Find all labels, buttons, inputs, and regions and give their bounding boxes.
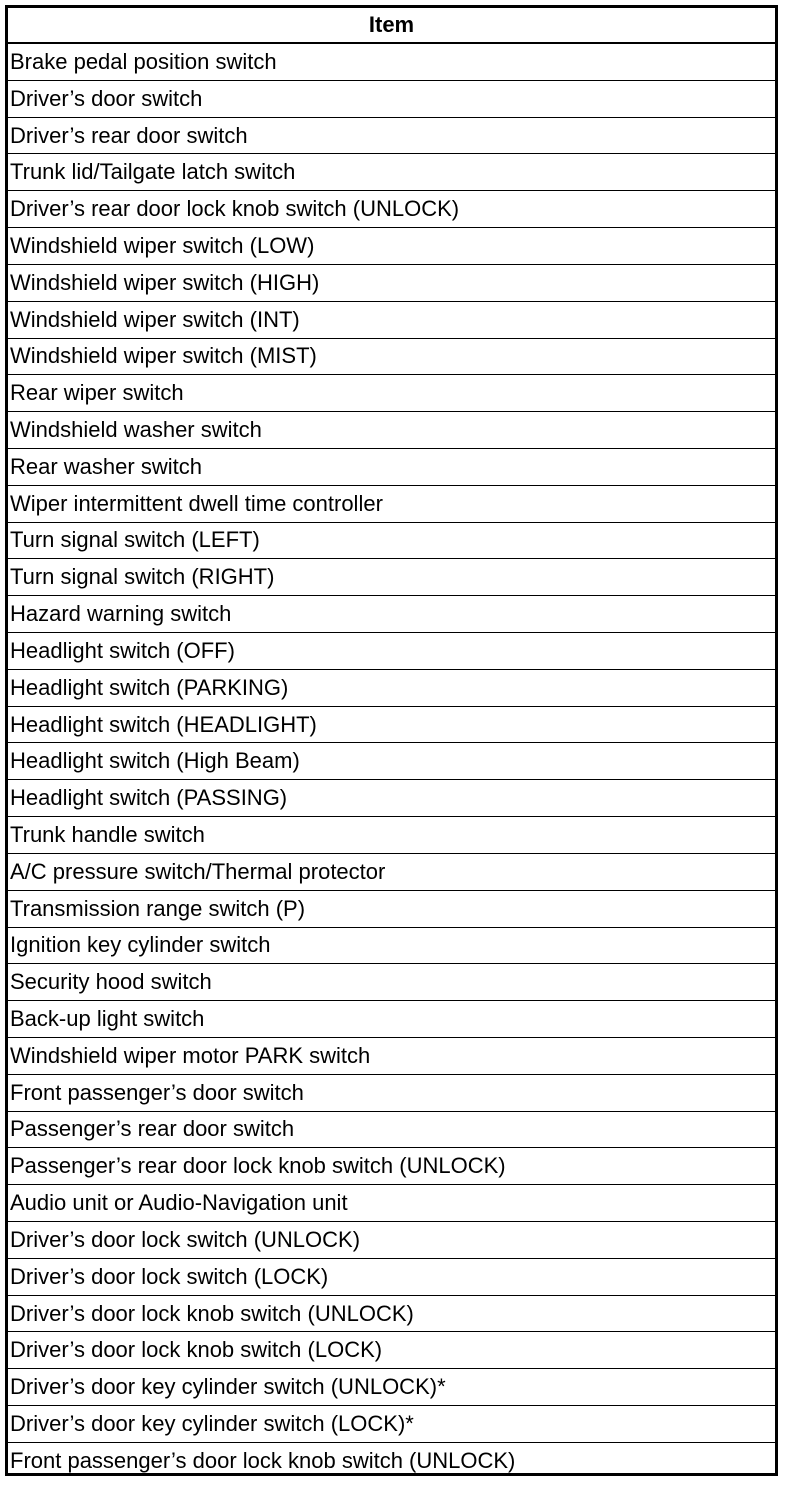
table-row: Driver’s door key cylinder switch (LOCK)* <box>8 1406 775 1443</box>
table-row: Brake pedal position switch <box>8 44 775 81</box>
table-row: Hazard warning switch <box>8 596 775 633</box>
table-row: Windshield wiper switch (HIGH) <box>8 265 775 302</box>
table-row: Turn signal switch (RIGHT) <box>8 559 775 596</box>
table-row: Passenger’s rear door lock knob switch (UNLOCK) <box>8 1148 775 1185</box>
table-row: Driver’s rear door lock knob switch (UNLOCK) <box>8 191 775 228</box>
table-row: Front passenger’s door lock knob switch (UNLOCK) <box>10 1448 516 1474</box>
table-row: Driver’s door lock knob switch (UNLOCK) <box>8 1296 775 1333</box>
table-row: Trunk lid/Tailgate latch switch <box>8 154 775 191</box>
table-row: Headlight switch (PARKING) <box>8 670 775 707</box>
table-row: Headlight switch (OFF) <box>8 633 775 670</box>
table-row: Windshield washer switch <box>8 412 775 449</box>
table-row: Driver’s door switch <box>8 81 775 118</box>
table-row: Windshield wiper motor PARK switch <box>8 1038 775 1075</box>
table-row: Transmission range switch (P) <box>8 891 775 928</box>
item-table <box>5 5 778 1476</box>
table-row: Rear wiper switch <box>8 375 775 412</box>
table-row: Driver’s door lock switch (UNLOCK) <box>8 1222 775 1259</box>
table-row: Windshield wiper switch (INT) <box>8 302 775 339</box>
table-row: Passenger’s rear door switch <box>8 1112 775 1149</box>
table-row: Driver’s door lock switch (LOCK) <box>8 1259 775 1296</box>
table-row: Driver’s door lock knob switch (LOCK) <box>8 1332 775 1369</box>
table-row: Trunk handle switch <box>8 817 775 854</box>
table-row: Turn signal switch (LEFT) <box>8 523 775 560</box>
table-row: Rear washer switch <box>8 449 775 486</box>
table-row: Back-up light switch <box>8 1001 775 1038</box>
table-row: Driver’s door key cylinder switch (UNLOCK)* <box>8 1369 775 1406</box>
table-row: Audio unit or Audio-Navigation unit <box>8 1185 775 1222</box>
table-header-item: Item <box>8 8 775 44</box>
table-row: Windshield wiper switch (LOW) <box>8 228 775 265</box>
table-row: Windshield wiper switch (MIST) <box>8 339 775 376</box>
table-body <box>8 44 775 1480</box>
table-row: A/C pressure switch/Thermal protector <box>8 854 775 891</box>
table-row: Headlight switch (PASSING) <box>8 780 775 817</box>
table-row: Ignition key cylinder switch <box>8 928 775 965</box>
table-row: Headlight switch (HEADLIGHT) <box>8 707 775 744</box>
table-row: Driver’s rear door switch <box>8 118 775 155</box>
table-row: Security hood switch <box>8 964 775 1001</box>
table-row: Front passenger’s door switch <box>8 1075 775 1112</box>
table-row: Headlight switch (High Beam) <box>8 743 775 780</box>
table-row: Wiper intermittent dwell time controller <box>8 486 775 523</box>
